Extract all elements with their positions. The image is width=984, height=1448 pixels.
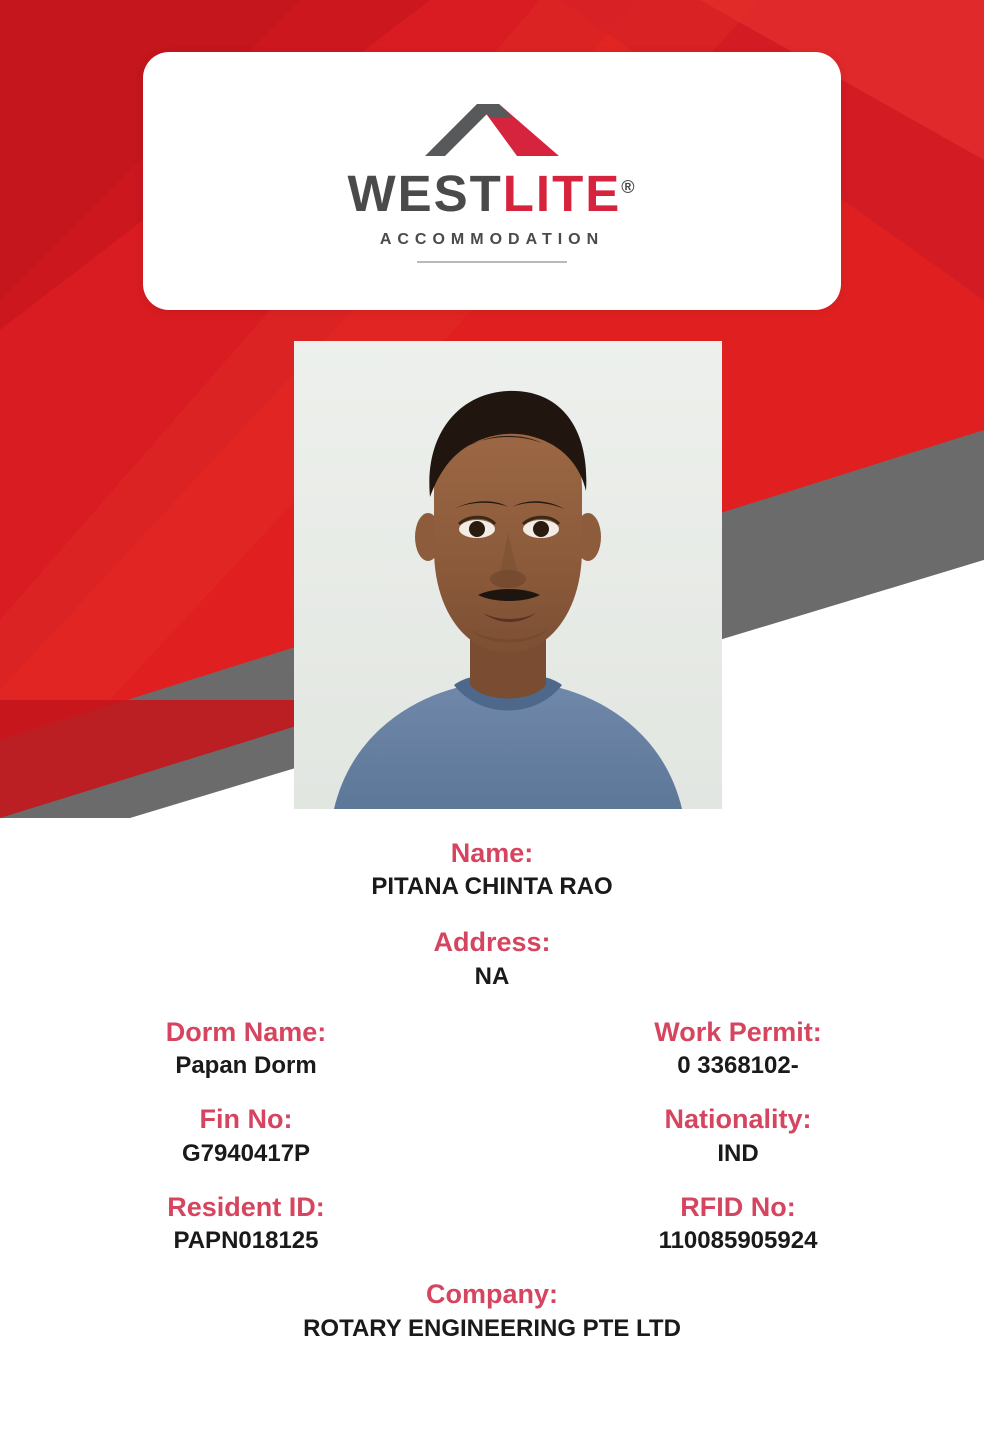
company-label: Company: [425, 1279, 558, 1310]
fin-no-value: G7940417P [181, 1139, 311, 1167]
address-label: Address: [433, 927, 551, 958]
address-value: NA [474, 962, 510, 990]
resident-photo [294, 341, 722, 809]
field-nationality [492, 1102, 984, 1169]
resident-id-label: Resident ID: [167, 1191, 325, 1222]
name-value: PITANA CHINTA RAO [371, 873, 613, 901]
brand-word-west: WEST [347, 164, 503, 222]
company-value: ROTARY ENGINEERING PTE LTD [303, 1314, 681, 1342]
brand-logo-plate [143, 52, 841, 310]
field-dorm-name [0, 1015, 492, 1082]
field-work-permit [492, 1015, 984, 1082]
name-label: Name: [450, 838, 534, 868]
brand-tagline: ACCOMMODATION [379, 230, 605, 248]
nationality-label: Nationality: [664, 1104, 812, 1135]
field-company [0, 1277, 984, 1344]
details-section [0, 836, 984, 1367]
resident-id-value: PAPN018125 [173, 1227, 319, 1255]
logo-divider [417, 261, 567, 263]
field-rfid-no [492, 1190, 984, 1257]
work-permit-label: Work Permit: [654, 1016, 822, 1047]
rfid-no-label: RFID No: [680, 1191, 796, 1222]
details-row-1 [0, 1015, 984, 1102]
nationality-value: IND [717, 1139, 759, 1167]
field-fin-no [0, 1102, 492, 1169]
field-address [0, 925, 984, 992]
field-resident-id [0, 1190, 492, 1257]
registered-mark-icon: ® [621, 176, 637, 197]
dorm-name-value: Papan Dorm [175, 1052, 317, 1080]
brand-word-lite: LITE [502, 164, 622, 222]
dorm-name-label: Dorm Name: [165, 1016, 327, 1047]
field-name [0, 836, 984, 903]
rfid-no-value: 110085905924 [658, 1227, 818, 1255]
brand-wordmark [347, 164, 637, 222]
fin-no-label: Fin No: [199, 1104, 293, 1135]
work-permit-value: 0 3368102- [677, 1052, 799, 1080]
details-row-3 [0, 1190, 984, 1277]
westlite-roof-icon [417, 100, 567, 162]
details-row-2 [0, 1102, 984, 1189]
